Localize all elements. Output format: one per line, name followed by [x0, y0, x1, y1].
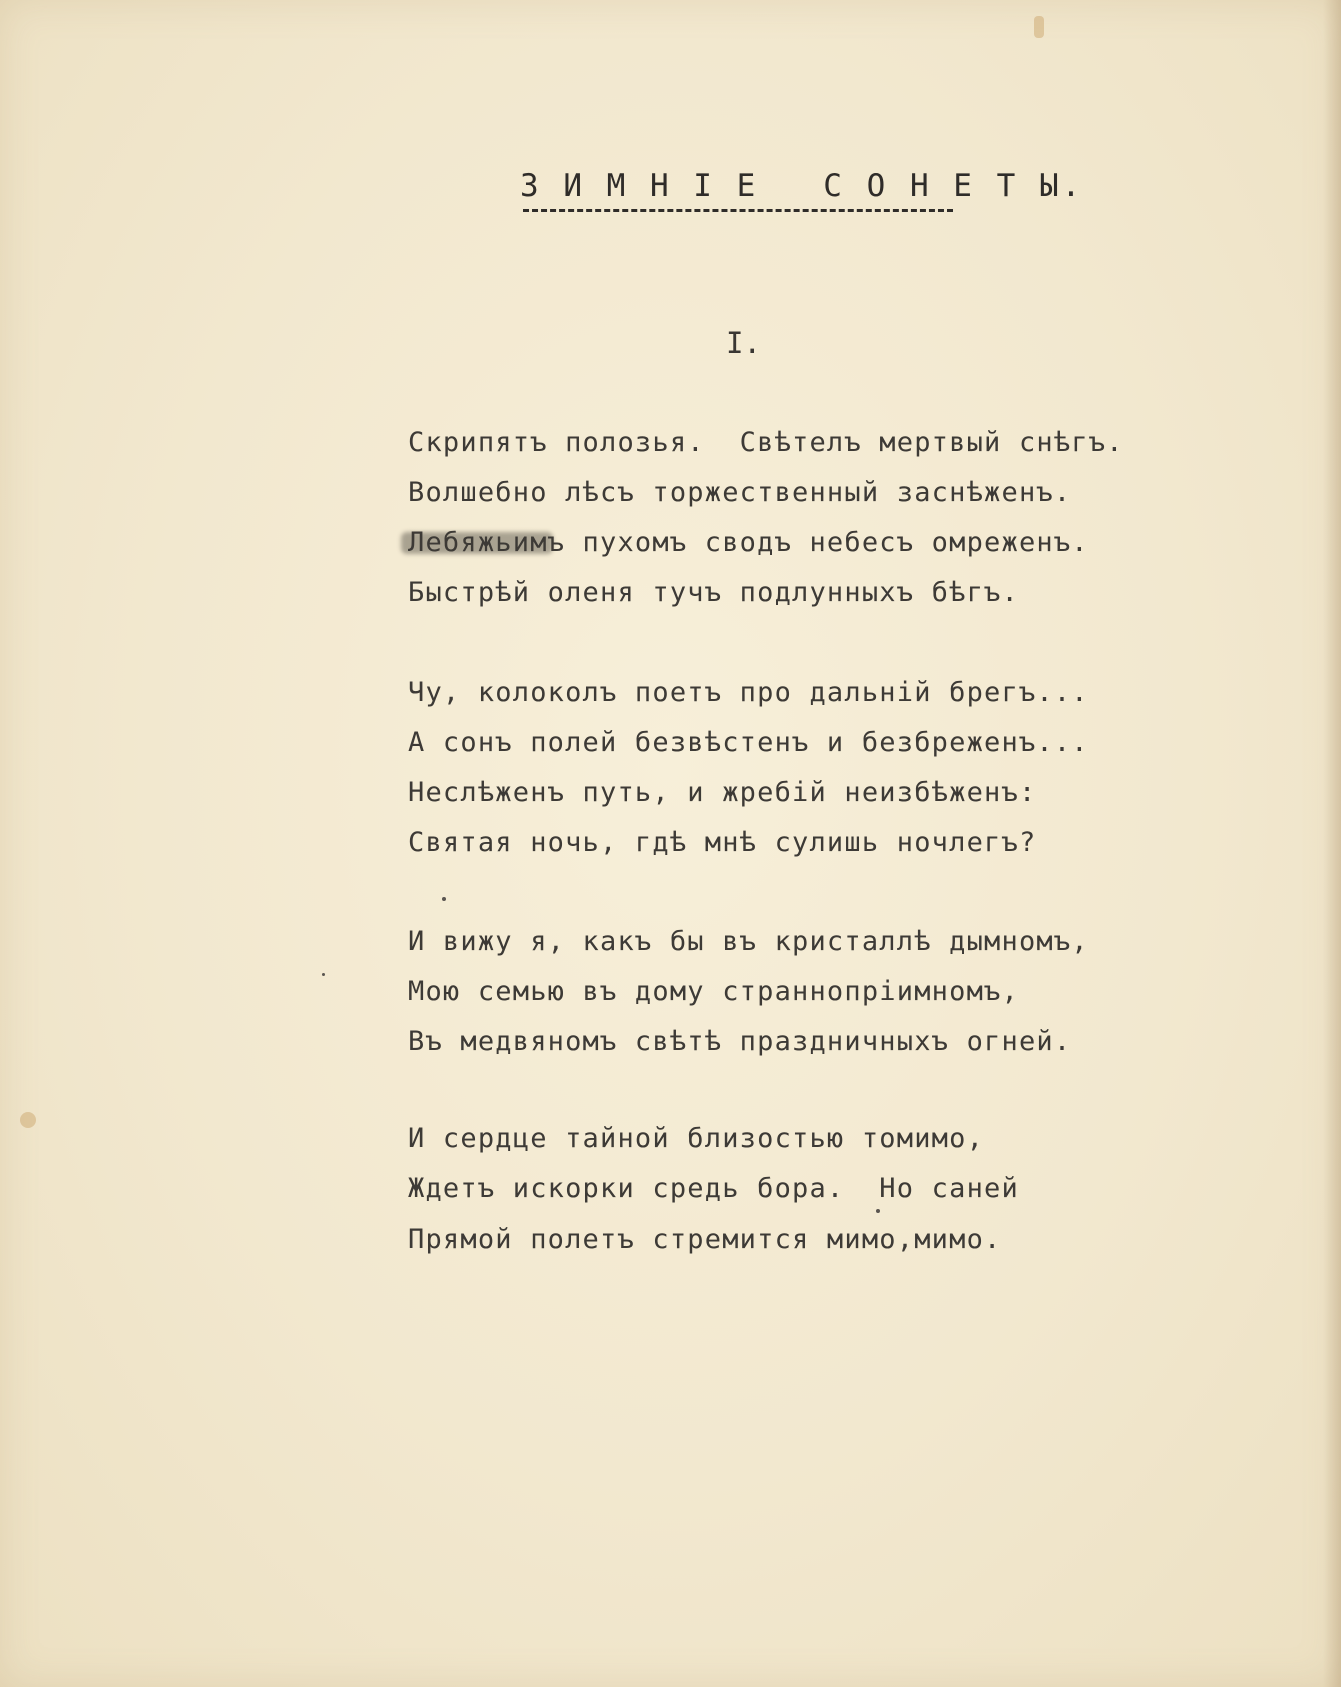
- verse-line: Ждетъ искорки средь бора. Но саней: [408, 1173, 1019, 1204]
- verse-line: Волшебно лѣсъ торжественный заснѣженъ.: [408, 477, 1072, 508]
- verse-line: Лебяжьимъ пухомъ сводъ небесъ омреженъ.: [408, 527, 1089, 558]
- paper-speck: [876, 1209, 880, 1213]
- verse-line: Чу, колоколъ поетъ про дальнiй брегъ...: [408, 677, 1089, 708]
- verse-line: Неслѣженъ путь, и жребiй неизбѣженъ:: [408, 777, 1037, 808]
- paper-speck: [322, 973, 325, 976]
- title-underline: [523, 209, 953, 212]
- poem-title: З И М Н I Е С О Н Е Т Ы.: [520, 168, 1084, 204]
- verse-line: Мою семью въ дому страннопрiимномъ,: [408, 976, 1019, 1007]
- paper-stain: [1034, 16, 1044, 38]
- paper-edge-shadow: [1323, 0, 1341, 1687]
- verse-line: Быстрѣй оленя тучъ подлунныхъ бѣгъ.: [408, 577, 1019, 608]
- verse-line: Въ медвяномъ свѣтѣ праздничныхъ огней.: [408, 1026, 1072, 1057]
- verse-line: А сонъ полей безвѣстенъ и безбреженъ...: [408, 727, 1089, 758]
- section-number: I.: [726, 326, 761, 360]
- paper-speck: [442, 897, 446, 901]
- verse-line: Скрипятъ полозья. Свѣтелъ мертвый снѣгъ.: [408, 427, 1124, 458]
- paper-stain: [20, 1112, 36, 1128]
- verse-line: И сердце тайной близостью томимо,: [408, 1123, 985, 1154]
- verse-line: И вижу я, какъ бы въ кристаллѣ дымномъ,: [408, 926, 1089, 957]
- verse-line: Святая ночь, гдѣ мнѣ сулишь ночлегъ?: [408, 827, 1037, 858]
- verse-line: Прямой полетъ стремится мимо,мимо.: [408, 1224, 1002, 1255]
